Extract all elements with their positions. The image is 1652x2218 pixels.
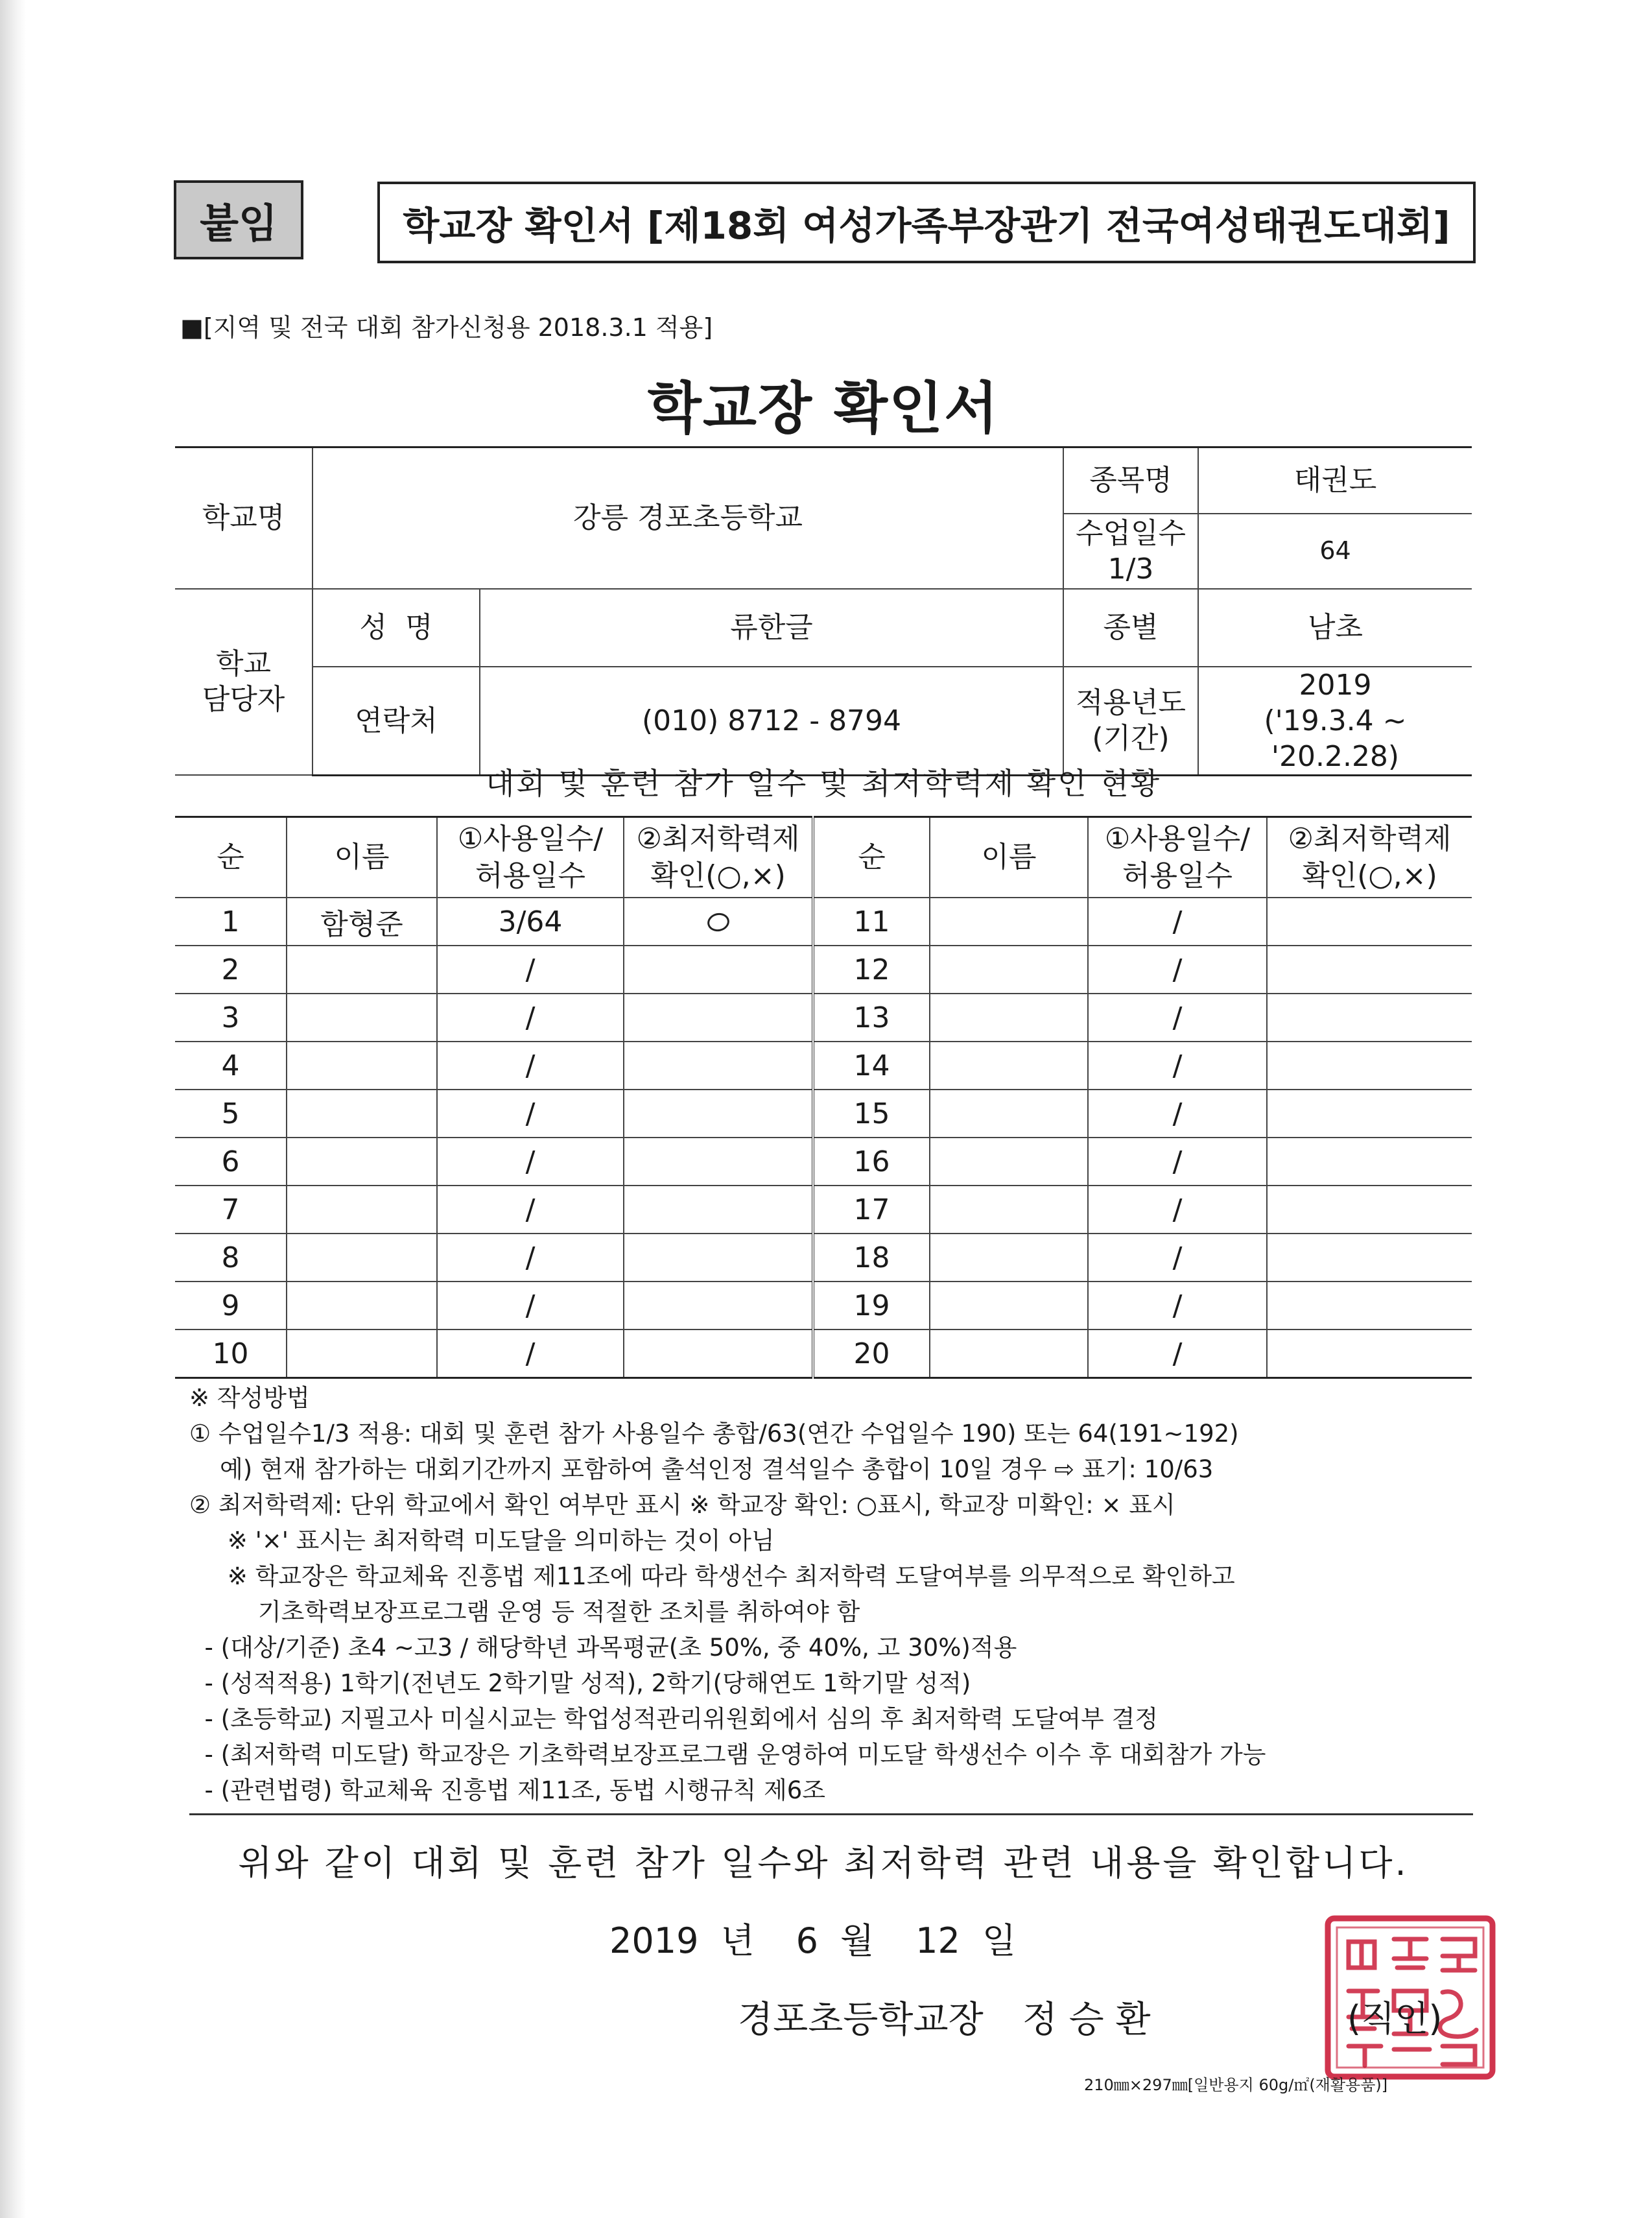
row-days: /: [437, 994, 624, 1042]
year-label-line1: 적용년도: [1075, 686, 1186, 719]
notes-heading: ※ 작성방법: [189, 1384, 310, 1412]
row-no: 6: [175, 1138, 287, 1186]
note-line: ② 최저학력제: 단위 학교에서 확인 여부만 표시 ※ 학교장 확인: ○표시, 학교장 미확인: × 표시: [189, 1491, 1175, 1519]
confirmation-date: [609, 1913, 1038, 1963]
row-min: [1267, 1234, 1472, 1282]
row-min: [624, 1234, 813, 1282]
header-min-line1: ②최저학력제: [636, 822, 800, 855]
row-min: [624, 1330, 813, 1378]
date-day-unit: 일: [982, 1920, 1017, 1961]
manager-name-value: 류한글: [480, 589, 1063, 667]
row-min: [1267, 1090, 1472, 1138]
row-name: [287, 1282, 437, 1330]
row-min: [1267, 994, 1472, 1042]
row-no: 13: [813, 994, 930, 1042]
row-min: [624, 1282, 813, 1330]
row-days: /: [437, 1330, 624, 1378]
row-name: [287, 1042, 437, 1090]
row-days: /: [1088, 1186, 1267, 1234]
handwritten-o-mark: [705, 911, 731, 933]
date-month: 6: [796, 1920, 818, 1961]
row-no: 12: [813, 946, 930, 994]
row-no: 8: [175, 1234, 287, 1282]
row-name: [930, 1138, 1088, 1186]
school-info-table: [175, 446, 1472, 776]
table-row: [175, 1282, 1472, 1330]
row-name: [287, 1186, 437, 1234]
divider: [189, 1813, 1473, 1815]
manager-label: [175, 589, 313, 776]
row-name: [930, 898, 1088, 946]
note-line: - (대상/기준) 초4 ~고3 / 해당학년 과목평균(초 50%, 중 40%, 고 30%)적용: [189, 1634, 1017, 1662]
row-name: [287, 1138, 437, 1186]
contact-label: 연락처: [313, 667, 480, 776]
attachment-label: 붙임: [174, 180, 303, 259]
period-value: ('19.3.4 ~ '20.2.28): [1264, 704, 1407, 773]
row-min: [1267, 1138, 1472, 1186]
header-days-line2: 허용일수: [1122, 859, 1233, 892]
note-line: - (초등학교) 지필고사 미실시교는 학업성적관리위원회에서 심의 후 최저학력 도달여부 결정: [189, 1705, 1159, 1733]
header-no-right: 순: [813, 817, 930, 898]
header-days-line1: ①사용일수/: [1104, 822, 1251, 855]
row-days: /: [437, 1282, 624, 1330]
row-min: [624, 1042, 813, 1090]
row-name: [287, 1090, 437, 1138]
table-row: [175, 1330, 1472, 1378]
year-label-line2: (기간): [1092, 722, 1170, 755]
school-name-label: 학교명: [175, 447, 313, 589]
principal-signature-line: [738, 1991, 1151, 2043]
class-days-value: 64: [1198, 514, 1472, 589]
row-no: 17: [813, 1186, 930, 1234]
row-days: /: [437, 946, 624, 994]
row-name: [930, 1042, 1088, 1090]
row-days: /: [1088, 1234, 1267, 1282]
row-no: 1: [175, 898, 287, 946]
row-min: [1267, 1186, 1472, 1234]
row-name: [930, 1234, 1088, 1282]
confirmation-statement: 위와 같이 대회 및 훈련 참가 일수와 최저학력 관련 내용을 확인합니다.: [238, 1842, 1409, 1883]
row-days: /: [1088, 946, 1267, 994]
table-row: [175, 1090, 1472, 1138]
date-day: 12: [915, 1920, 960, 1961]
header-min-line1: ②최저학력제: [1288, 822, 1452, 855]
note-line: - (최저학력 미도달) 학교장은 기초학력보장프로그램 운영하여 미도달 학생선수 이수 후 대회참가 가능: [189, 1741, 1266, 1769]
contact-value: (010) 8712 - 8794: [480, 667, 1063, 776]
row-name: [287, 946, 437, 994]
participation-title: 대회 및 훈련 참가 일수 및 최저학력제 확인 현황: [485, 766, 1162, 801]
row-no: 18: [813, 1234, 930, 1282]
row-no: 14: [813, 1042, 930, 1090]
row-days: /: [1088, 1282, 1267, 1330]
row-no: 11: [813, 898, 930, 946]
row-min: [624, 1186, 813, 1234]
row-name: [287, 1234, 437, 1282]
row-no: 2: [175, 946, 287, 994]
row-name: [287, 994, 437, 1042]
notes-lines: [189, 1416, 1473, 1808]
row-name: [930, 946, 1088, 994]
header-name-left: 이름: [287, 817, 437, 898]
manager-label-line2: 담당자: [202, 683, 285, 717]
event-value: 태권도: [1198, 447, 1472, 514]
application-note: ■[지역 및 전국 대회 참가신청용 2018.3.1 적용]: [180, 313, 713, 342]
row-name: [930, 1282, 1088, 1330]
header-min-line2: 확인(○,×): [1302, 859, 1437, 892]
scan-edge-shadow: [0, 0, 26, 2218]
header-name-right: 이름: [930, 817, 1088, 898]
row-days: /: [1088, 994, 1267, 1042]
header-days-line2: 허용일수: [475, 859, 585, 892]
year-value: 2019: [1299, 668, 1372, 702]
row-days: 3/64: [437, 898, 624, 946]
row-days: /: [437, 1090, 624, 1138]
table-row: [175, 946, 1472, 994]
row-days: /: [1088, 1330, 1267, 1378]
category-value: 남초: [1198, 589, 1472, 667]
header-min-line2: 확인(○,×): [650, 859, 786, 892]
row-no: 15: [813, 1090, 930, 1138]
stamp-label: (직인): [1347, 1998, 1443, 2039]
row-name: 함형준: [287, 898, 437, 946]
row-no: 5: [175, 1090, 287, 1138]
manager-name-label: 성 명: [313, 589, 480, 667]
row-days: /: [437, 1186, 624, 1234]
row-days: /: [1088, 1138, 1267, 1186]
note-line: ※ '×' 표시는 최저학력 미도달을 의미하는 것이 아님: [189, 1527, 775, 1555]
date-year-unit: 년: [720, 1920, 755, 1961]
class-days-label-line1: 수업일수: [1075, 516, 1186, 550]
manager-label-line1: 학교: [215, 647, 271, 681]
row-min: [1267, 1330, 1472, 1378]
row-no: 4: [175, 1042, 287, 1090]
writing-instructions: [189, 1380, 1473, 1815]
row-min: [624, 898, 813, 946]
header-min-left: [624, 817, 813, 898]
year-label: [1063, 667, 1198, 776]
row-name: [930, 1330, 1088, 1378]
row-days: /: [1088, 1090, 1267, 1138]
row-no: 3: [175, 994, 287, 1042]
table-row: [175, 994, 1472, 1042]
main-title: 학교장 확인서: [647, 376, 1000, 441]
table-row: [175, 1138, 1472, 1186]
header-min-right: [1267, 817, 1472, 898]
row-no: 10: [175, 1330, 287, 1378]
row-no: 9: [175, 1282, 287, 1330]
school-principal-title: 경포초등학교장: [738, 1999, 984, 2041]
header-days-line1: ①사용일수/: [457, 822, 604, 855]
table-row: [175, 898, 1472, 946]
row-min: [624, 1138, 813, 1186]
note-line: ※ 학교장은 학교체육 진흥법 제11조에 따라 학생선수 최저학력 도달여부를 의무적으로 확인하고: [189, 1562, 1235, 1590]
document-title-box: 학교장 확인서 [제18회 여성가족부장관기 전국여성태권도대회]: [377, 182, 1476, 263]
note-line: ① 수업일수1/3 적용: 대회 및 훈련 참가 사용일수 총합/63(연간 수업일수 190) 또는 64(191~192): [189, 1420, 1239, 1448]
row-days: /: [1088, 1042, 1267, 1090]
school-name-value: 강릉 경포초등학교: [313, 447, 1063, 589]
category-label: 종별: [1063, 589, 1198, 667]
row-name: [287, 1330, 437, 1378]
row-no: 20: [813, 1330, 930, 1378]
table-row: [175, 1234, 1472, 1282]
date-year: 2019: [609, 1920, 699, 1961]
row-days: /: [437, 1042, 624, 1090]
row-name: [930, 1186, 1088, 1234]
event-label: 종목명: [1063, 447, 1198, 514]
table-row: [175, 1186, 1472, 1234]
row-no: 16: [813, 1138, 930, 1186]
participation-rows: [175, 898, 1472, 1378]
row-min: [624, 1090, 813, 1138]
row-min: [1267, 1042, 1472, 1090]
row-name: [930, 1090, 1088, 1138]
date-month-unit: 월: [840, 1920, 875, 1961]
row-days: /: [437, 1138, 624, 1186]
note-line: 기초학력보장프로그램 운영 등 적절한 조치를 취하여야 함: [189, 1598, 860, 1626]
row-no: 7: [175, 1186, 287, 1234]
note-line: 예) 현재 참가하는 대회기간까지 포함하여 출석인정 결석일수 총합이 10일 경우 ⇨ 표기: 10/63: [189, 1455, 1214, 1483]
header-days-right: [1088, 817, 1267, 898]
header-no-left: 순: [175, 817, 287, 898]
class-days-label: [1063, 514, 1198, 589]
year-value-cell: [1198, 667, 1472, 776]
row-name: [930, 994, 1088, 1042]
row-min: [624, 994, 813, 1042]
row-min: [1267, 946, 1472, 994]
header-days-left: [437, 817, 624, 898]
row-min: [624, 946, 813, 994]
row-days: /: [1088, 898, 1267, 946]
row-days: /: [437, 1234, 624, 1282]
class-days-label-line2: 1/3: [1107, 552, 1154, 586]
note-line: - (성적적용) 1학기(전년도 2학기말 성적), 2학기(당해연도 1학기말 성적): [189, 1669, 971, 1697]
table-row: [175, 1042, 1472, 1090]
row-min: [1267, 1282, 1472, 1330]
paper-spec-footer: 210㎜×297㎜[일반용지 60g/㎡(재활용품)]: [1084, 2076, 1388, 2094]
row-min: [1267, 898, 1472, 946]
note-line: - (관련법령) 학교체육 진흥법 제11조, 동법 시행규칙 제6조: [189, 1776, 826, 1804]
row-no: 19: [813, 1282, 930, 1330]
principal-name: 정 승 환: [1022, 1999, 1151, 2041]
participation-table: [175, 816, 1472, 1379]
